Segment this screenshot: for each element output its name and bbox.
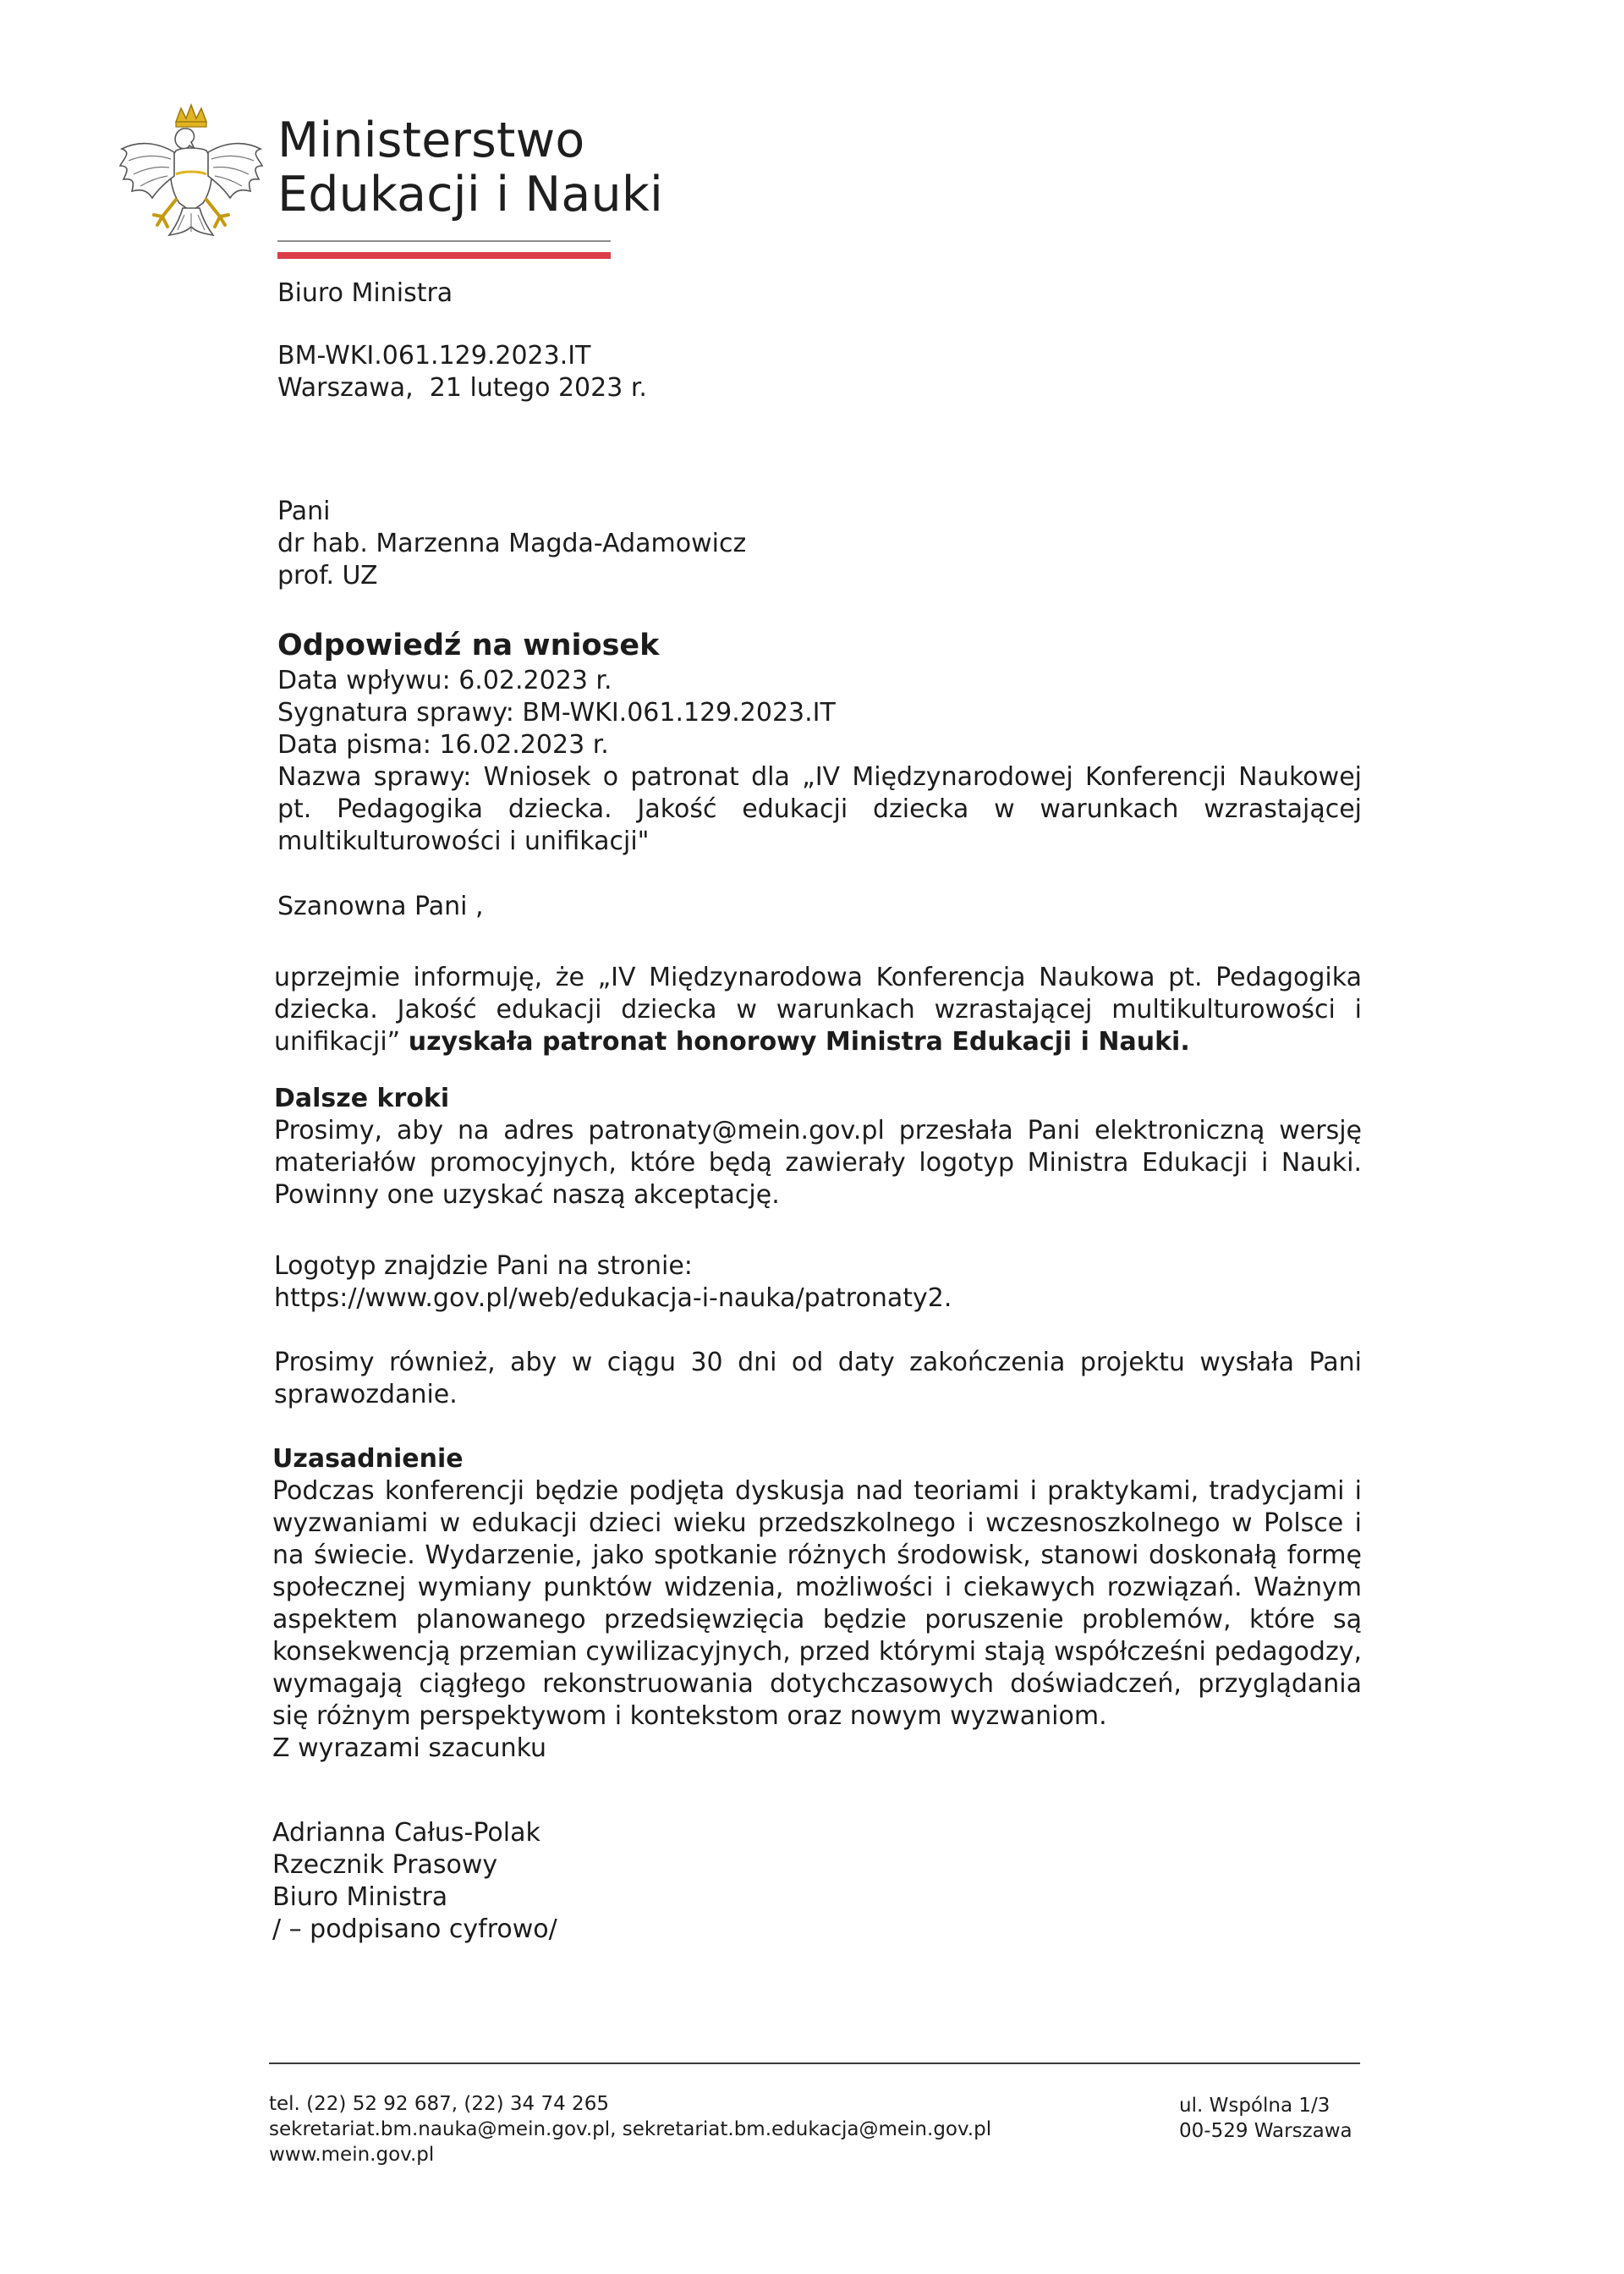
subject-heading: Odpowiedź na wniosek	[277, 629, 660, 662]
footer-contact	[269, 2091, 991, 2167]
signer-office: Biuro Ministra	[272, 1882, 448, 1912]
footer-website: www.mein.gov.pl	[269, 2144, 435, 2166]
header-red-rule	[277, 252, 611, 259]
office-name: Biuro Ministra	[277, 278, 453, 308]
greeting: Szanowna Pani ,	[277, 892, 484, 921]
closing-phrase: Z wyrazami szacunku	[272, 1733, 547, 1763]
signature-block	[272, 1817, 557, 1946]
patronage-info	[274, 962, 1362, 1058]
footer-phone: tel. (22) 52 92 687, (22) 34 74 265	[269, 2093, 609, 2115]
ministry-name	[277, 113, 663, 222]
ministry-name-line1: Ministerstwo	[277, 113, 585, 168]
logo-info-line: Logotyp znajdzie Pani na stronie:	[274, 1251, 693, 1281]
header-grey-rule	[277, 240, 611, 242]
case-name-line1: Nazwa sprawy: Wniosek o patronat dla „IV Międzynarodowej Konferencji Naukowej	[277, 762, 1362, 792]
recipient-salutation: Pani	[277, 497, 331, 526]
recipient-name: dr hab. Marzenna Magda-Adamowicz	[277, 529, 747, 558]
footer-rule	[269, 2063, 1360, 2064]
signer-name: Adrianna Całus-Polak	[272, 1818, 540, 1848]
recipient-title: prof. UZ	[277, 561, 378, 590]
justification-text: Podczas konferencji będzie podjęta dyskusja nad teoriami i praktykami, tradycjami i wyzwaniami w edukacji dzieci wieku przedszkolnego i wczesnoszkolnego w Polsce i na świecie. Wydarzenie, jako spotkanie różnych środowisk, stanowi doskonałą formę społecznej wymiany punktów widzenia, możliwości i ciekawych rozwiązań. Ważnym aspektem planowanego przedsięwzięcia będzie poruszenie problemów, które są konsekwencją przemian cywilizacyjnych, przed którymi stają współcześni pedagodzy, wymagają ciągłego rekonstruowania dotychczasowych doświadczeń, przyglądania się różnym perspektywom i kontekstom oraz nowym wyzwaniom.	[272, 1476, 1362, 1731]
justification-heading: Uzasadnienie	[272, 1444, 464, 1474]
footer-city: 00-529 Warszawa	[1179, 2120, 1352, 2142]
footer-emails: sekretariat.bm.nauka@mein.gov.pl, sekretariat.bm.edukacja@mein.gov.pl	[269, 2118, 992, 2140]
ministry-name-line2: Edukacji i Nauki	[277, 167, 664, 222]
signer-role: Rzecznik Prasowy	[272, 1850, 498, 1880]
received-date: Data wpływu: 6.02.2023 r.	[277, 666, 612, 695]
logo-url: https://www.gov.pl/web/edukacja-i-nauka/patronaty2.	[274, 1283, 952, 1313]
place-date: Warszawa, 21 lutego 2023 r.	[277, 373, 647, 403]
patronage-info-text: uprzejmie informuję, że „IV Międzynarodowa Konferencja Naukowa pt. Pedagogika dziecka. Jakość edukacji dziecka w warunkach wzrastającej multikulturowości i unifikacji”	[274, 963, 1362, 1057]
letter-date: Data pisma: 16.02.2023 r.	[277, 730, 609, 760]
patronage-info-bold: uzyskała patronat honorowy Ministra Edukacji i Nauki.	[408, 1027, 1190, 1057]
logo-info	[274, 1250, 952, 1315]
footer-address	[1179, 2093, 1352, 2144]
signed-note: / – podpisano cyfrowo/	[272, 1914, 557, 1944]
case-meta	[277, 665, 1362, 858]
recipient-block	[277, 496, 746, 592]
next-steps-heading: Dalsze kroki	[274, 1084, 450, 1113]
reference-block	[277, 340, 647, 404]
next-steps-text: Prosimy, aby na adres patronaty@mein.gov.pl przesłała Pani elektroniczną wersję materiałów promocyjnych, które będą zawierały logotyp Ministra Edukacji i Nauki. Powinny one uzyskać naszą akceptację.	[274, 1116, 1362, 1210]
case-reference: Sygnatura sprawy: BM-WKI.061.129.2023.IT	[277, 698, 836, 728]
case-name-line2: pt. Pedagogika dziecka. Jakość edukacji dziecka w warunkach wzrastającej	[277, 794, 1362, 824]
case-name-line3: multikulturowości i unifikacji"	[277, 827, 650, 856]
report-request: Prosimy również, aby w ciągu 30 dni od daty zakończenia projektu wysłała Pani sprawozdanie.	[274, 1348, 1362, 1409]
polish-eagle-emblem-icon	[115, 100, 267, 261]
footer-street: ul. Wspólna 1/3	[1179, 2095, 1330, 2117]
reference-number: BM-WKI.061.129.2023.IT	[277, 341, 591, 371]
